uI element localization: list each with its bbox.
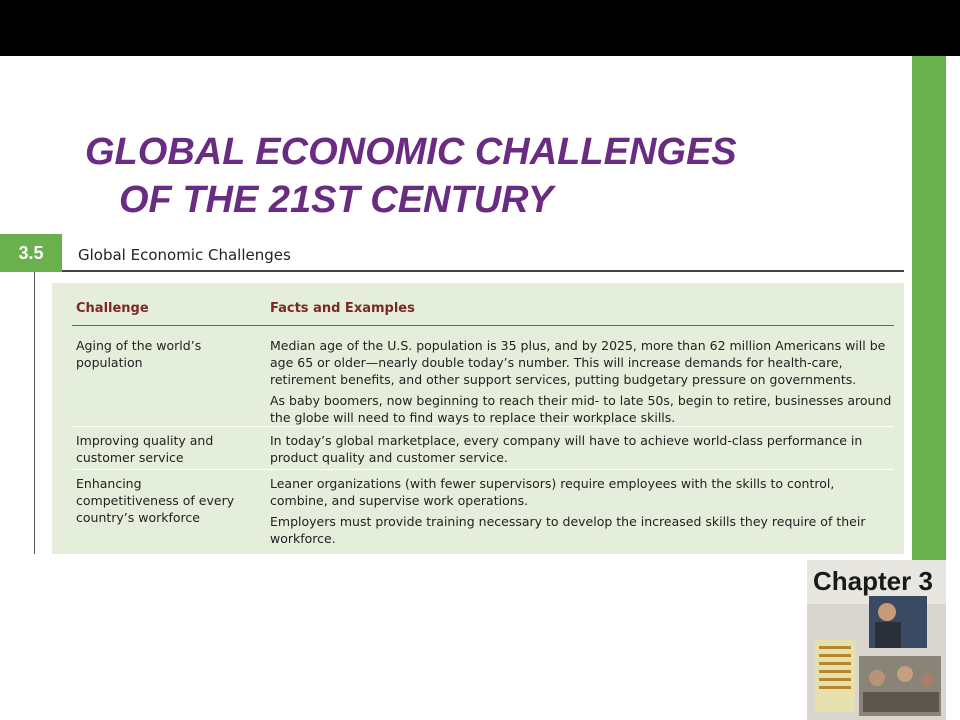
fact-paragraph: As baby boomers, now beginning to reach their mid- to late 50s, begin to retire, businesses around the globe will need to find ways to replace their workplace skills. — [270, 393, 892, 425]
fact-paragraph: Median age of the U.S. population is 35 plus, and by 2025, more than 62 million Americans will be age 65 or older—nearly double today’s number. This will increase demands for health-care, retirement benefits, and other support services, putting budgetary pressure on governments. — [270, 338, 886, 387]
side-green-bar — [912, 56, 946, 576]
slide-title-line-2: OF THE 21ST CENTURY — [119, 179, 554, 221]
column-header-facts: Facts and Examples — [270, 301, 415, 316]
table-row-challenge: Improving quality and customer service — [76, 433, 214, 465]
table-row-facts — [270, 475, 894, 551]
row-divider — [72, 426, 894, 427]
table-row-challenge: Aging of the world’s population — [76, 338, 202, 370]
fact-paragraph: In today’s global marketplace, every company will have to achieve world-class performance in product quality and customer service. — [270, 433, 863, 465]
fact-paragraph: Leaner organizations (with fewer supervisors) require employees with the skills to control, combine, and supervise work operations. — [270, 476, 835, 508]
column-header-challenge: Challenge — [76, 301, 149, 316]
header-rule — [72, 325, 894, 326]
chapter-cover-thumbnail — [807, 560, 946, 720]
chapter-cover-label: Chapter 3 — [813, 566, 933, 596]
fact-paragraph: Employers must provide training necessary to develop the increased skills they require of their workforce. — [270, 514, 866, 546]
chapter-cover-illustration — [807, 560, 946, 720]
challenges-table — [52, 283, 904, 554]
figure-left-rule — [34, 272, 35, 554]
slide-title — [85, 128, 865, 224]
row-divider — [72, 469, 894, 470]
table-row-facts — [270, 337, 894, 430]
figure-title: Global Economic Challenges — [78, 246, 291, 264]
figure-number-badge: 3.5 — [0, 234, 62, 272]
table-row-challenge: Enhancing competitiveness of every country’s workforce — [76, 476, 235, 525]
slide-title-line-1: GLOBAL ECONOMIC CHALLENGES — [85, 131, 737, 173]
top-black-bar — [0, 0, 960, 56]
table-row-facts — [270, 432, 894, 470]
figure-title-rule — [62, 270, 904, 272]
